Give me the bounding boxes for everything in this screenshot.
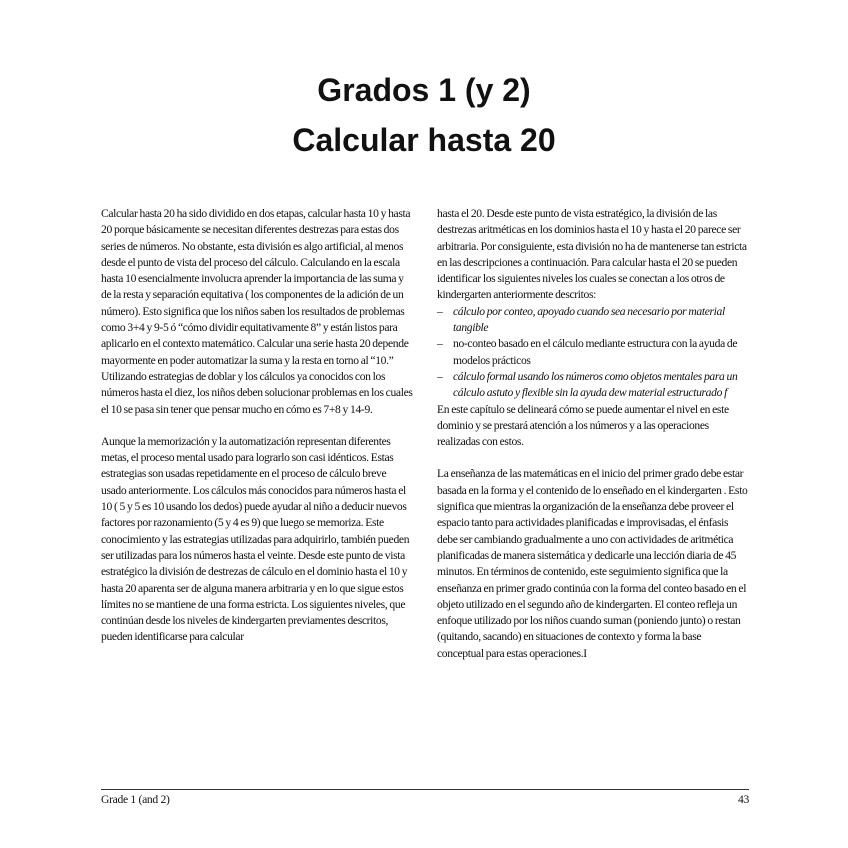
left-column: [101, 206, 413, 646]
list-item-text: cálculo formal usando los números como objetos mentales para un cálculo astuto y flexible sin la ayuda dew material estructurado f: [453, 369, 738, 400]
body-paragraph: La enseñanza de las matemáticas en el inicio del primer grado debe estar basada en la forma y el contenido de lo enseñado en el kindergarten . Esto significa que mientras la organización de la enseñanza debe proveer el espacio tanto para actividades planificadas e improvisadas, el énfasis debe ser cambiando gradualmente a uno con actividades de aritmética planificadas de manera sistemática y dedicarle una lección diaria de 45 minutos. En términos de contenido, este seguimiento significa que la enseñanza en primer grado continúa con la forma del conteo basado en el objeto utilizado en el segundo año de kindergarten. El conteo refleja un enfoque utilizado por los niños cuando suman (poniendo junto) o restan (quitando, sacando) en situaciones de contexto y forma la base conceptual para estas operaciones.I: [437, 467, 748, 660]
page-number: 43: [738, 793, 749, 806]
body-paragraph: hasta el 20. Desde este punto de vista estratégico, la división de las destrezas aritméticas en los dominios hasta el 10 y hasta el 20 parece ser arbitraria. Por consiguiente, esta división no ha de mantenerse tan estricta en las descripciones a continuación. Para calcular hasta el 20 se pueden identificar los siguientes niveles los cuales se conectan a los otros de kindergarten anteriormente descritos:: [437, 207, 747, 302]
body-paragraph: Aunque la memorización y la automatización representan diferentes metas, el proceso mental usado para lograrlo son casi idénticos. Estas estrategias son usadas repetidamente en el proceso de cálculo breve usado anteriormente. Los cálculos más conocidos para números hasta el 10 ( 5 y 5 es 10 usando los dedos) puede ayudar al niño a deducir nuevos factores por razonamiento (5 y 4 es 9) que luego se memoriza. Este conocimiento y las estrategias utilizadas para adquirirlo, también pueden ser utilizadas para los números hasta el veinte. Desde este punto de vista estratégico la división de destrezas de cálculo en el dominio hasta el 10 y hasta 20 aparenta ser de alguna manera arbitraria y en lo que sigue estos límites no se mantiene de una forma estricta. Los siguientes niveles, que continúan desde los niveles de kindergarten previamentes descritos, pueden identificarse para calcular: [101, 434, 410, 644]
levels-list: [437, 304, 749, 402]
list-item: [437, 336, 749, 369]
right-column: [437, 206, 749, 662]
list-item: [437, 369, 749, 402]
page-subtitle: Calcular hasta 20: [292, 122, 556, 158]
footer-divider: [101, 789, 749, 790]
list-item-text: no-conteo basado en el cálculo mediante estructura con la ayuda de modelos prácticos: [453, 337, 738, 367]
list-item: [437, 304, 749, 337]
page-title: Grados 1 (y 2): [317, 72, 531, 108]
footer-left-text: Grade 1 (and 2): [101, 793, 170, 806]
list-item-text: cálculo por conteo, apoyado cuando sea necesario por material tangible: [453, 304, 725, 335]
body-paragraph: En este capítulo se delineará cómo se puede aumentar el nivel en este dominio y se prestará atención a los números y a las operaciones realizadas con estos.: [437, 402, 729, 449]
body-paragraph: Calcular hasta 20 ha sido dividido en dos etapas, calcular hasta 10 y hasta 20 porque básicamente se necesitan diferentes destrezas para estas dos series de números. No obstante, esta división es algo artificial, al menos desde el punto de vista del proceso del cálculo. Calculando en la escala hasta 10 esencialmente involucra aprender la importancia de las suma y de la resta y separación equitativa ( los componentes de la adición de un número). Esto significa que los niños saben los resultados de problemas como 3+4 y 9-5 ó “cómo dividir equitativamente 8” y están listos para aplicarlo en el contexto matemático. Calcular una serie hasta 20 depende mayormente en poder automatizar la suma y la resta en torno al “10.” Utilizando estrategias de doblar y los cálculos ya conocidos con los números hasta el diez, los niños deben solucionar problemas en los cuales el 10 se pasa sin tener que pensar mucho en cómo es 7+8 y 14-9.: [101, 207, 413, 416]
